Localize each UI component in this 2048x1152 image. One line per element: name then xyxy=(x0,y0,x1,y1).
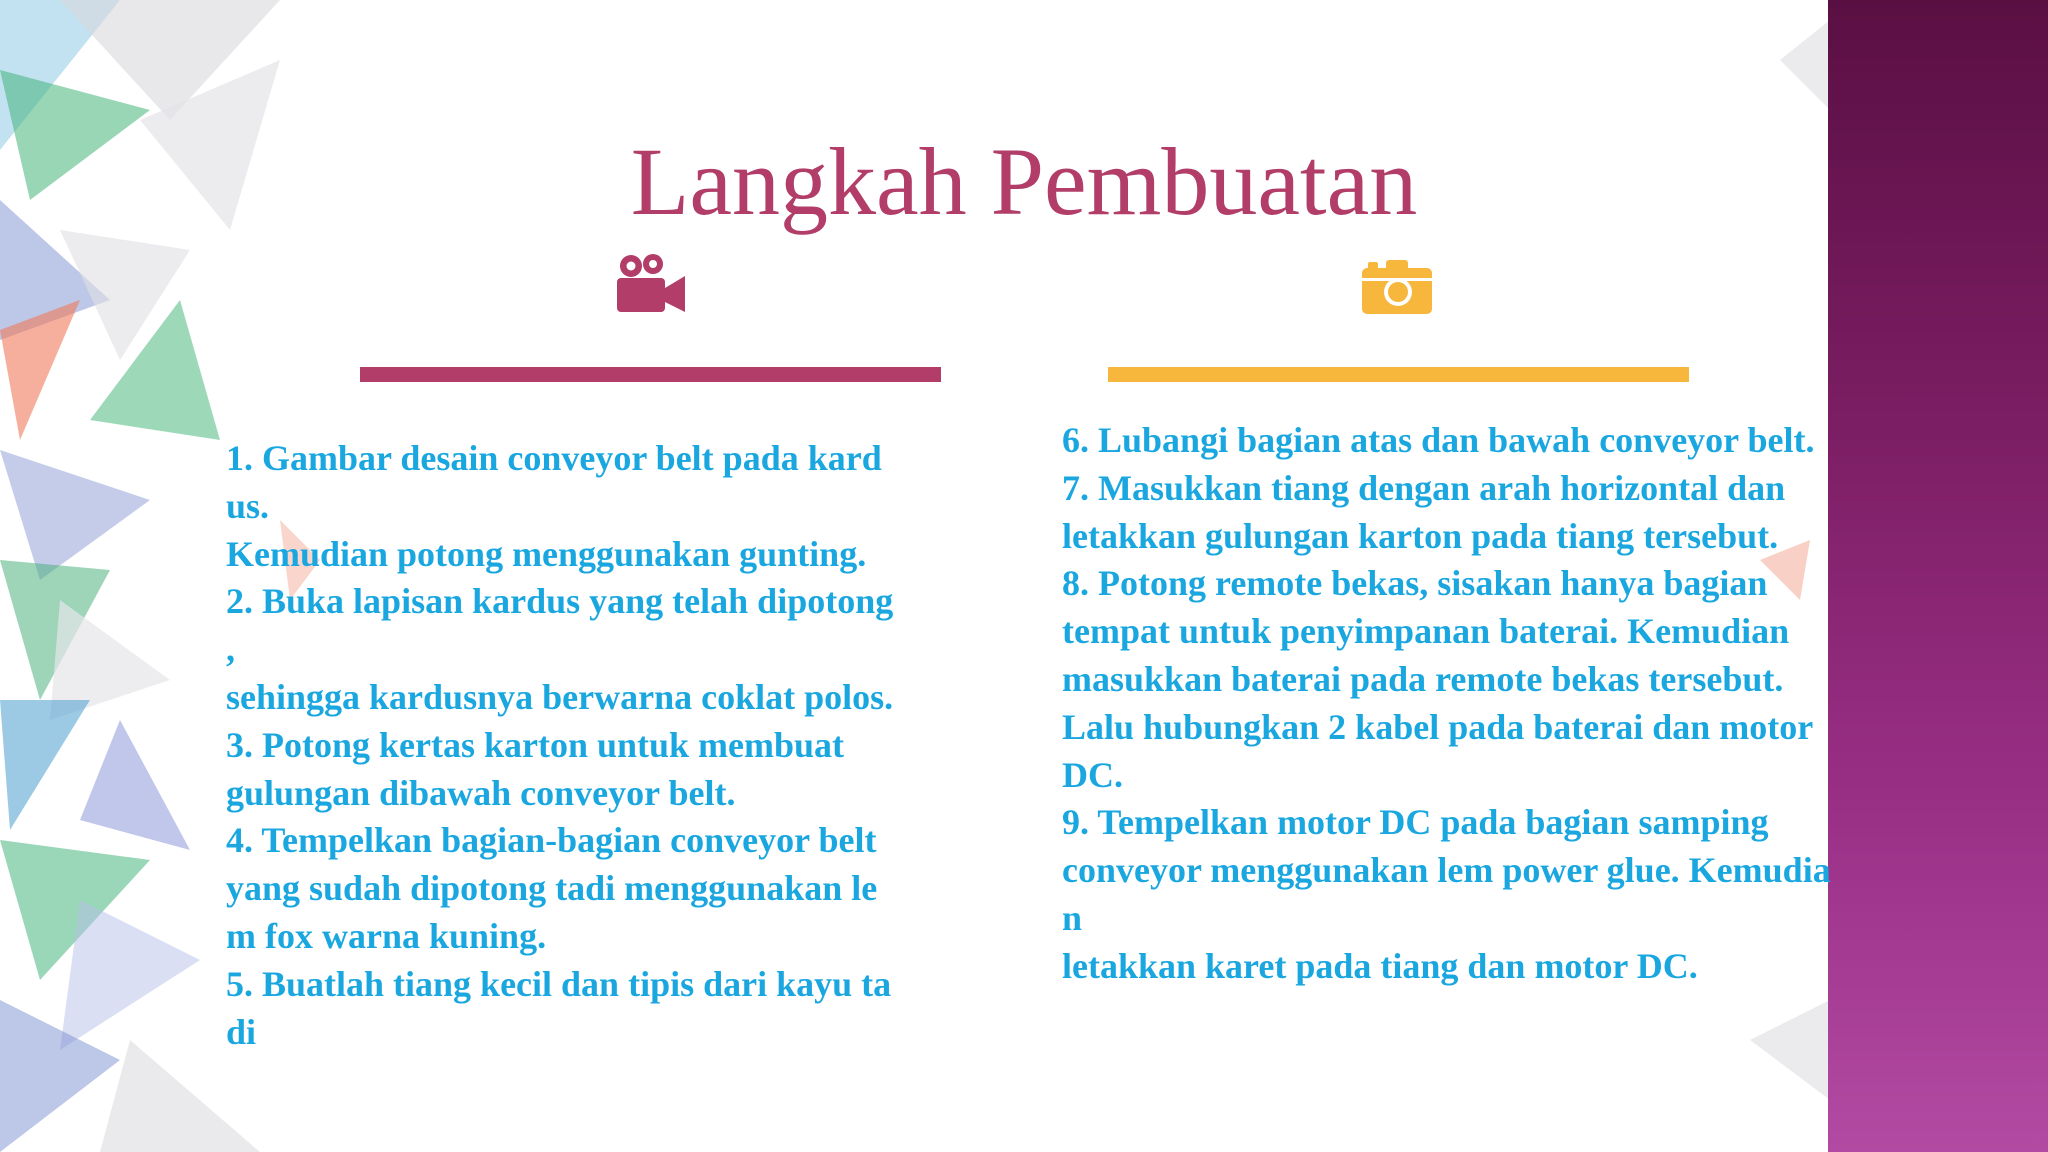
divider-right xyxy=(1108,367,1689,382)
text-line: Kemudian potong menggunakan gunting. xyxy=(226,533,867,574)
text-line: n xyxy=(1062,897,1083,938)
text-line: DC. xyxy=(1062,754,1123,795)
text-line: 3. Potong kertas karton untuk membuat xyxy=(226,724,845,765)
text-line: 1. Gambar desain conveyor belt pada kard xyxy=(226,438,882,478)
text-line: conveyor menggunakan lem power glue. Kemudia xyxy=(1062,850,1831,891)
text-line: 8. Potong remote bekas, sisakan hanya bagian xyxy=(1062,563,1768,604)
page-title: Langkah Pembuatan xyxy=(630,128,1418,235)
text-line: us. xyxy=(226,485,270,526)
text-line: tempat untuk penyimpanan baterai. Kemudian xyxy=(1062,611,1790,652)
steps-left-column xyxy=(226,435,893,1056)
text-line: di xyxy=(226,1011,257,1052)
video-camera-icon xyxy=(615,252,687,314)
text-line: 4. Tempelkan bagian-bagian conveyor belt xyxy=(226,820,877,861)
text-line: 9. Tempelkan motor DC pada bagian samping xyxy=(1062,802,1769,843)
text-line: gulungan dibawah conveyor belt. xyxy=(226,772,736,813)
text-line: 6. Lubangi bagian atas dan bawah conveyor belt. xyxy=(1062,420,1815,460)
steps-right-column xyxy=(1062,417,1831,991)
text-line: letakkan gulungan karton pada tiang tersebut. xyxy=(1062,515,1779,556)
text-line: Lalu hubungkan 2 kabel pada baterai dan motor xyxy=(1062,706,1814,747)
text-line: sehingga kardusnya berwarna coklat polos. xyxy=(226,676,894,717)
photo-camera-icon xyxy=(1362,258,1432,314)
text-line: masukkan baterai pada remote bekas tersebut. xyxy=(1062,658,1784,699)
text-line: 2. Buka lapisan kardus yang telah dipotong xyxy=(226,581,894,622)
text-line: 7. Masukkan tiang dengan arah horizontal dan xyxy=(1062,467,1786,508)
text-line: , xyxy=(226,629,235,670)
divider-left xyxy=(360,367,941,382)
text-line: letakkan karet pada tiang dan motor DC. xyxy=(1062,945,1698,986)
text-line: yang sudah dipotong tadi menggunakan le xyxy=(226,868,878,909)
text-line: m fox warna kuning. xyxy=(226,915,547,956)
text-line: 5. Buatlah tiang kecil dan tipis dari kayu ta xyxy=(226,963,892,1004)
